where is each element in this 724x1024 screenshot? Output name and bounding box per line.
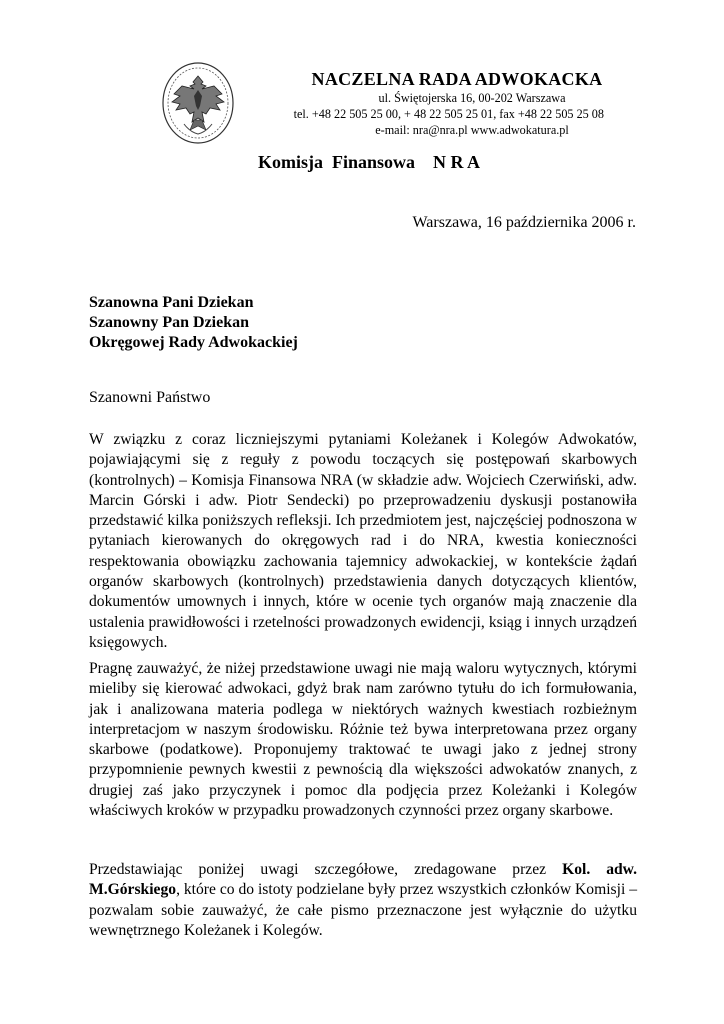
- recipient-line: Okręgowej Rady Adwokackiej: [89, 334, 298, 351]
- organization-address: ul. Świętojerska 16, 00-202 Warszawa: [378, 91, 566, 105]
- letterhead: [262, 68, 622, 138]
- greeting: Szanowni Państwo: [89, 389, 211, 406]
- body-paragraph-1: W związku z coraz liczniejszymi pytaniami Koleżanek i Kolegów Adwokatów, pojawiającymi się z reguły z powodu toczących się postępowań skarbowych (kontrolnych) – Komisja Finansowa NRA (w składzie adw. Wojciech Czerwiński, adw. Marcin Górski i adw. Piotr Sendecki) po przeprowadzeniu dyskusji postanowiła przedstawić kilka poniższych refleksji. Ich przedmiotem jest, najczęściej podnoszona w pytaniach kierowanych do okręgowych rad i do NRA, kwestia konieczności respektowania obowiązku zachowania tajemnicy adwokackiej, w kontekście żądań organów skarbowych (kontrolnych) przedstawienia danych dotyczących klientów, dokumentów umownych i innych, które w ocenie tych organów mają znaczenie dla ustalenia prawidłowości i rzetelności prowadzonych ewidencji, ksiąg i innych urządzeń księgowych.: [89, 431, 637, 651]
- eagle-emblem-icon: [160, 60, 236, 146]
- organization-phones: tel. +48 22 505 25 00, + 48 22 505 25 01, fax +48 22 505 25 08: [293, 107, 604, 121]
- recipient-line: Szanowny Pan Dziekan: [89, 314, 250, 331]
- paragraph-3-start: Przedstawiając poniżej uwagi szczegółowe, zredagowane przez: [89, 861, 563, 878]
- organization-contact: e-mail: nra@nra.pl www.adwokatura.pl: [375, 123, 569, 137]
- commission-title: Komisja Finansowa N R A: [258, 152, 481, 172]
- letter-date: Warszawa, 16 października 2006 r.: [412, 214, 636, 231]
- organization-name: NACZELNA RADA ADWOKACKA: [311, 69, 603, 89]
- recipients-block: [89, 293, 298, 353]
- paragraph-3-end: , które co do istoty podzielane były przez wszystkich członków Komisji – pozwalam sobie zauważyć, że całe pismo przeznaczone jest wyłącznie do użytku wewnętrznego Koleżanek i Kolegów.: [89, 881, 637, 939]
- body-paragraph-2: Pragnę zauważyć, że niżej przedstawione uwagi nie mają waloru wytycznych, którymi mieliby się kierować adwokaci, gdyż brak nam zarówno tytułu do ich formułowania, jak i analizowana materia podlega w niektórych ważnych kwestiach rozbieżnym interpretacjom w naszym środowisku. Różnie też bywa interpretowana przez organy skarbowe (podatkowe). Proponujemy traktować te uwagi jako z jednej strony przypomnienie pewnych kwestii z pewnością dla większości adwokatów znanych, z drugiej zaś jako przyczynek i pomoc dla podjęcia przez Koleżanki i Kolegów właściwych kroków w przypadku prowadzonych czynności przez organy skarbowe.: [89, 660, 637, 820]
- recipient-line: Szanowna Pani Dziekan: [89, 294, 254, 311]
- body-paragraph-3: [89, 860, 637, 941]
- author-reference: Kol. adw. M.Górskiego: [89, 861, 637, 899]
